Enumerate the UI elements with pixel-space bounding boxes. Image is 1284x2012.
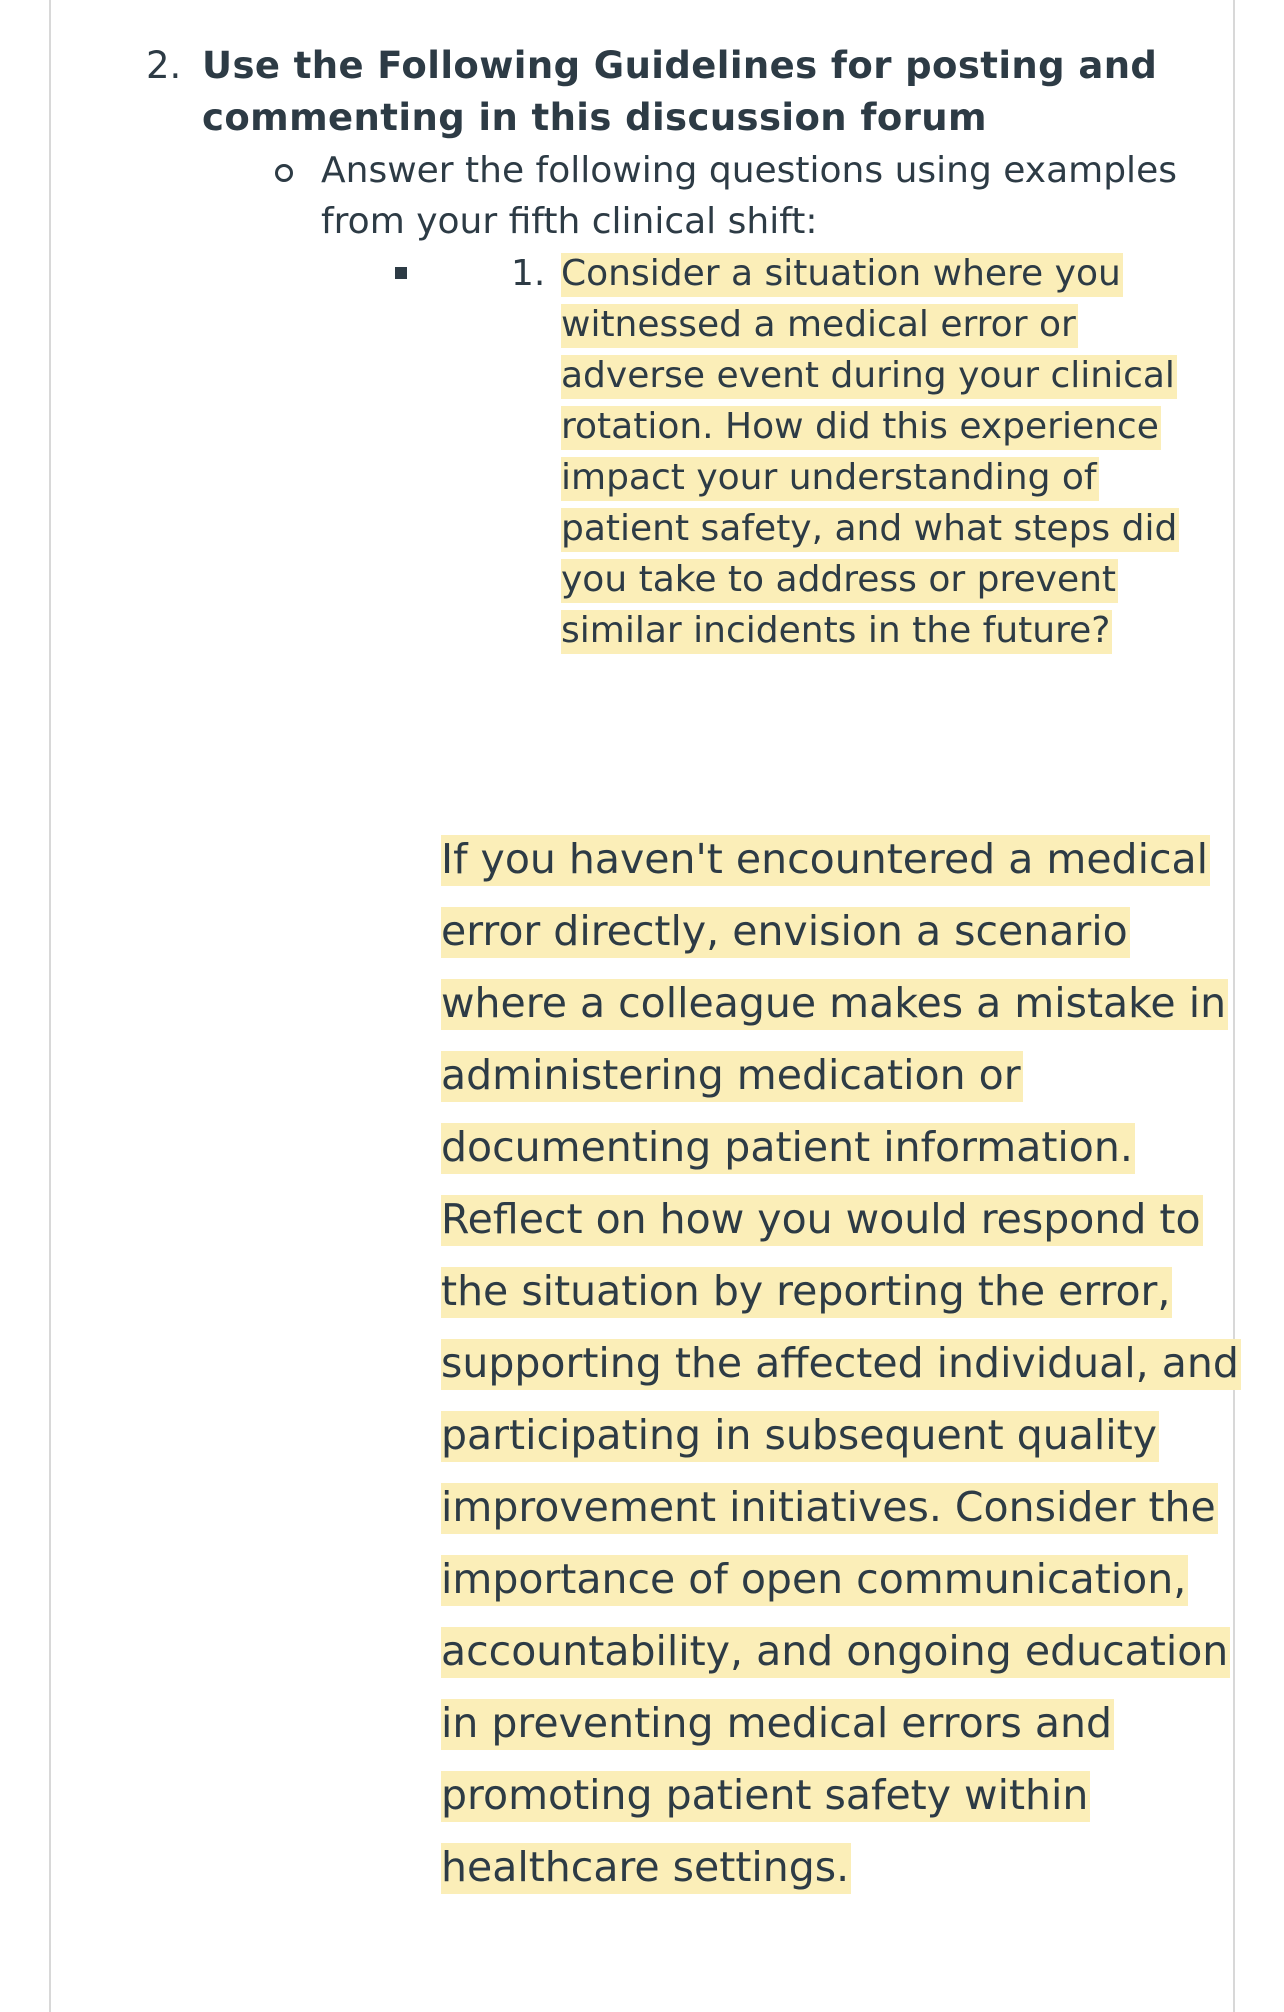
hollow-circle-bullet-icon — [275, 164, 293, 182]
paragraph-highlight: If you haven't encountered a medical error directly, envision a scenario where a colleague makes a mistake in administering medication or documenting patient information. Reflect on how you would respond to the situation by reporting the error, supporting the affected individual, and participating in subsequent quality improvement initiatives. Consider the importance of open communication, accountability, and ongoing education in preventing medical errors and promoting patient safety within healthcare settings. — [441, 835, 1241, 1894]
alternative-scenario-paragraph — [441, 823, 1241, 1903]
list-number-2: 2. — [146, 44, 182, 87]
instructions-text: Answer the following questions using examples from your fifth clinical shift: — [321, 150, 1177, 242]
list-number-1: 1. — [511, 253, 546, 294]
square-bullet-icon — [395, 267, 407, 279]
question-highlight: Consider a situation where you witnessed a medical error or adverse event during your clinical rotation. How did this experience impact your understanding of patient safety, and what steps did you take to address or prevent similar incidents in the future? — [561, 253, 1179, 654]
left-border — [49, 0, 51, 2012]
question-text — [561, 248, 1221, 656]
guidelines-heading: Use the Following Guidelines for posting and commenting in this discussion forum — [202, 44, 1158, 139]
